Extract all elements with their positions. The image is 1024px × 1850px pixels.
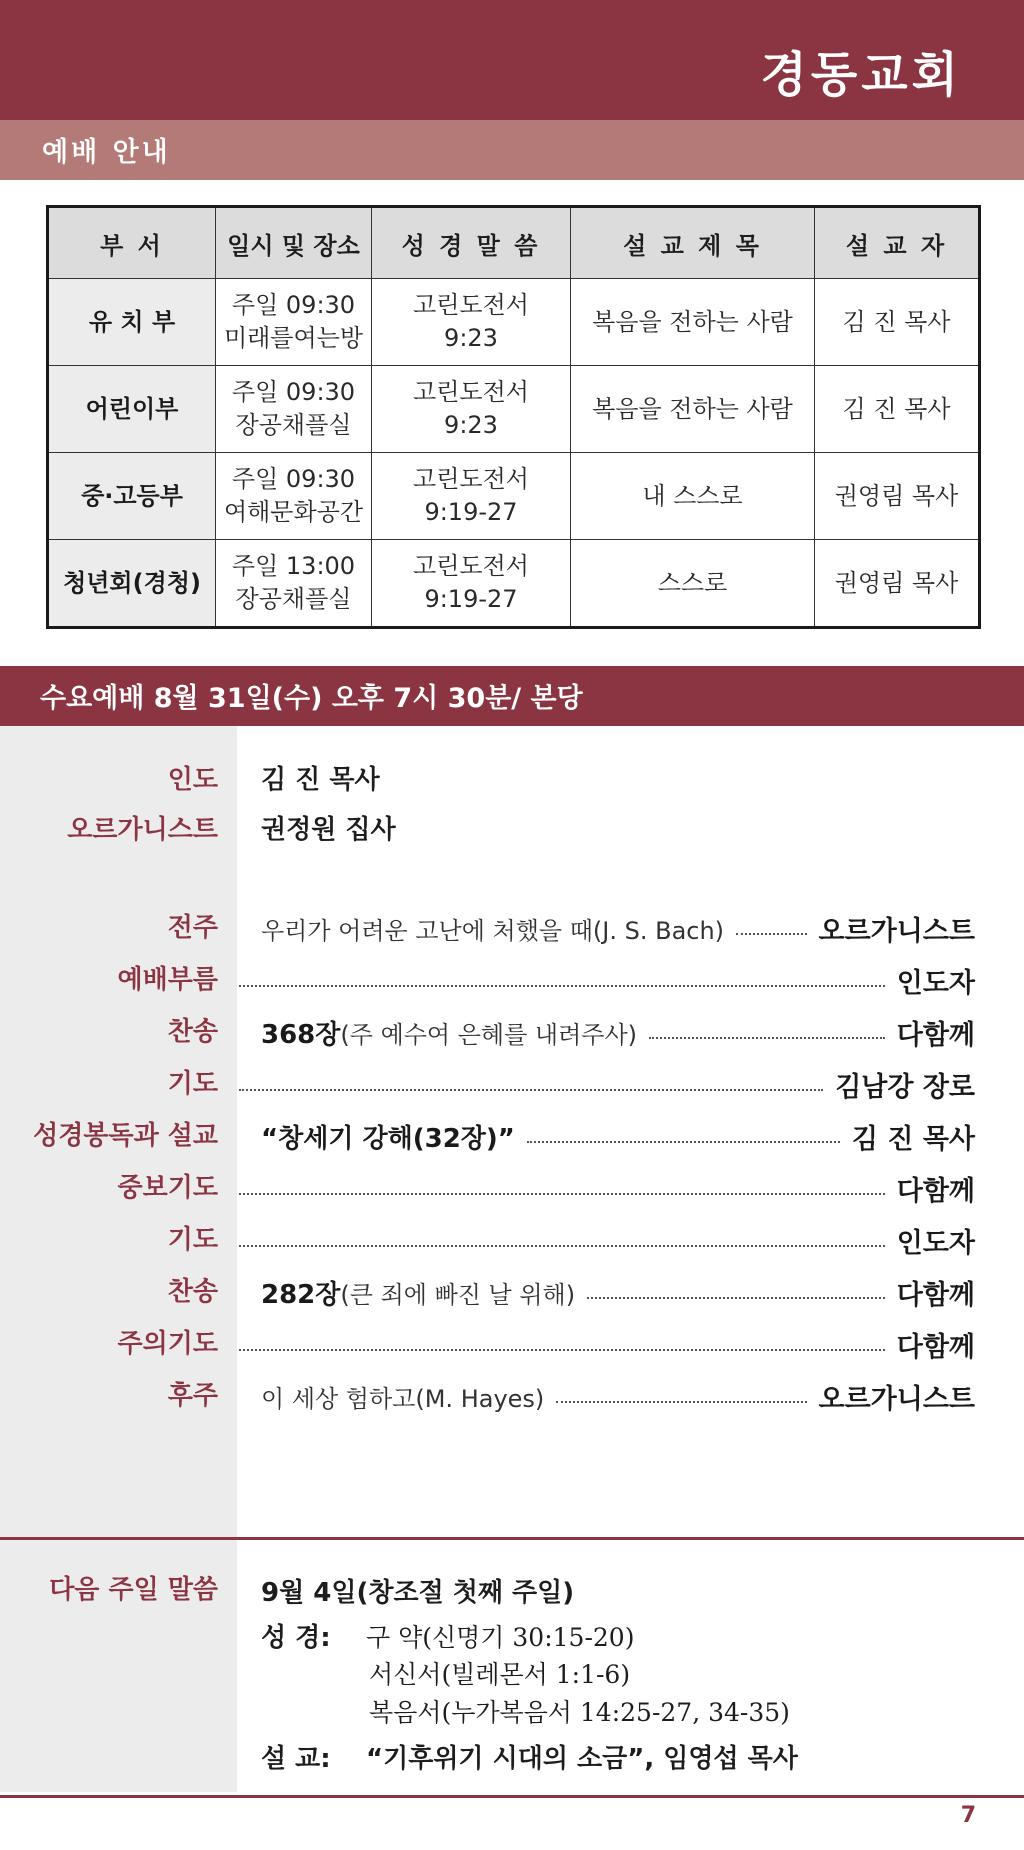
col-header-dept: 부 서 bbox=[48, 207, 216, 279]
dept-cell: 중·고등부 bbox=[48, 453, 216, 540]
order-who: 오르가니스트 bbox=[818, 1383, 975, 1415]
scripture-key: 성 경: bbox=[261, 1623, 331, 1653]
order-label: 후주 bbox=[167, 1381, 218, 1411]
order-item bbox=[237, 962, 975, 998]
preacher-cell: 권영림 목사 bbox=[815, 540, 980, 628]
scripture-verse: 9:23 bbox=[444, 411, 498, 439]
table-row bbox=[48, 279, 980, 366]
scripture-cell bbox=[372, 366, 571, 453]
order-item bbox=[237, 910, 975, 946]
reading: 서신서(빌레몬서 1:1-6) bbox=[369, 1660, 631, 1689]
leader-dots bbox=[239, 1089, 823, 1091]
table-row bbox=[48, 540, 980, 628]
scripture-verse: 9:19-27 bbox=[424, 498, 518, 526]
order-label: 예배부름 bbox=[117, 965, 218, 995]
section-title: 예배 안내 bbox=[42, 137, 171, 168]
reading: 복음서(누가복음서 14:25-27, 34-35) bbox=[369, 1698, 790, 1727]
order-desc: 이 세상 험하고(M. Hayes) bbox=[261, 1384, 545, 1413]
order-item bbox=[237, 1326, 975, 1362]
leader-dots bbox=[587, 1297, 885, 1299]
organist-label: 오르가니스트 bbox=[67, 815, 218, 845]
leader-dots bbox=[649, 1037, 885, 1039]
preacher-cell: 김 진 목사 bbox=[815, 366, 980, 453]
order-label: 전주 bbox=[167, 913, 218, 943]
order-desc bbox=[261, 1274, 575, 1311]
order-who: 다함께 bbox=[896, 1331, 975, 1363]
worship-schedule-table bbox=[46, 205, 981, 629]
leader-dots bbox=[239, 985, 885, 987]
section-divider bbox=[0, 1537, 1024, 1540]
order-label: 중보기도 bbox=[117, 1173, 218, 1203]
next-sunday-date: 9월 4일(창조절 첫째 주일) bbox=[261, 1578, 575, 1608]
col-header-time: 일시 및 장소 bbox=[216, 207, 372, 279]
order-item bbox=[237, 1222, 975, 1258]
col-header-sermon-title: 설 교 제 목 bbox=[571, 207, 815, 279]
wednesday-service-title: 수요예배 8월 31일(수) 오후 7시 30분/ 본당 bbox=[40, 683, 583, 714]
table-row bbox=[48, 366, 980, 453]
scripture-cell bbox=[372, 453, 571, 540]
next-sermon: “기후위기 시대의 소금”, 임영섭 목사 bbox=[366, 1744, 798, 1774]
time-text: 주일 13:00 bbox=[231, 552, 356, 580]
order-who: 인도자 bbox=[896, 1227, 975, 1259]
order-item bbox=[237, 1014, 975, 1050]
order-label: 성경봉독과 설교 bbox=[33, 1121, 218, 1151]
preacher-cell: 권영림 목사 bbox=[815, 453, 980, 540]
order-desc bbox=[261, 1118, 515, 1155]
order-item bbox=[237, 1378, 975, 1414]
leader-label: 인도 bbox=[167, 765, 218, 795]
col-header-preacher: 설 교 자 bbox=[815, 207, 980, 279]
scripture-cell bbox=[372, 279, 571, 366]
order-label: 기도 bbox=[167, 1069, 218, 1099]
time-cell bbox=[216, 453, 372, 540]
leader-dots bbox=[736, 933, 806, 935]
sermon-title-cell: 복음을 전하는 사람 bbox=[571, 366, 815, 453]
order-item bbox=[237, 1118, 975, 1154]
scripture-verse: 9:19-27 bbox=[424, 585, 518, 613]
place-text: 장공채플실 bbox=[235, 585, 352, 613]
hymn-number: 368장 bbox=[261, 1019, 341, 1050]
time-text: 주일 09:30 bbox=[231, 291, 356, 319]
leader-dots bbox=[527, 1141, 840, 1143]
order-who: 다함께 bbox=[896, 1175, 975, 1207]
sermon-key: 설 교: bbox=[261, 1744, 331, 1774]
leader-dots bbox=[239, 1245, 885, 1247]
order-item bbox=[237, 1274, 975, 1310]
sermon-title-cell: 복음을 전하는 사람 bbox=[571, 279, 815, 366]
order-item bbox=[237, 1170, 975, 1206]
hymn-number: 282장 bbox=[261, 1279, 341, 1310]
order-who: 다함께 bbox=[896, 1019, 975, 1051]
order-label: 기도 bbox=[167, 1225, 218, 1255]
leader-dots bbox=[239, 1193, 885, 1195]
place-text: 여해문화공간 bbox=[223, 498, 364, 526]
footer-line bbox=[0, 1795, 1024, 1798]
church-name: 경동교회 bbox=[760, 47, 962, 103]
organist-name: 권정원 집사 bbox=[261, 815, 396, 845]
place-text: 미래를여는방 bbox=[223, 324, 364, 352]
order-who: 김남강 장로 bbox=[835, 1071, 975, 1103]
scripture-book: 고린도전서 bbox=[413, 465, 529, 493]
scripture-cell bbox=[372, 540, 571, 628]
next-sermon-line bbox=[261, 1738, 798, 1775]
next-scripture-line bbox=[261, 1617, 634, 1654]
sermon-title-cell: 스스로 bbox=[571, 540, 815, 628]
order-label: 찬송 bbox=[167, 1017, 218, 1047]
dept-cell: 유 치 부 bbox=[48, 279, 216, 366]
page-number: 7 bbox=[960, 1803, 976, 1828]
order-item bbox=[237, 1066, 975, 1102]
order-label: 주의기도 bbox=[117, 1329, 218, 1359]
order-who: 다함께 bbox=[896, 1279, 975, 1311]
order-who: 오르가니스트 bbox=[818, 915, 975, 947]
order-who: 인도자 bbox=[896, 967, 975, 999]
time-text: 주일 09:30 bbox=[231, 465, 356, 493]
scripture-book: 고린도전서 bbox=[413, 378, 529, 406]
order-label: 찬송 bbox=[167, 1277, 218, 1307]
hymn-title: (주 예수여 은혜를 내려주사) bbox=[340, 1020, 638, 1049]
leader-dots bbox=[239, 1349, 885, 1351]
order-desc bbox=[261, 1014, 637, 1051]
sermon-title: “창세기 강해(32장)” bbox=[261, 1123, 515, 1154]
time-cell bbox=[216, 279, 372, 366]
preacher-cell: 김 진 목사 bbox=[815, 279, 980, 366]
leader-name: 김 진 목사 bbox=[261, 765, 380, 795]
place-text: 장공채플실 bbox=[235, 411, 352, 439]
scripture-verse: 9:23 bbox=[444, 324, 498, 352]
scripture-book: 고린도전서 bbox=[413, 552, 529, 580]
sermon-title-cell: 내 스스로 bbox=[571, 453, 815, 540]
order-desc: 우리가 어려운 고난에 처했을 때(J. S. Bach) bbox=[261, 916, 725, 945]
hymn-title: (큰 죄에 빠진 날 위해) bbox=[340, 1280, 576, 1309]
table-header-row bbox=[48, 207, 980, 279]
label-column bbox=[0, 726, 237, 1792]
time-cell bbox=[216, 366, 372, 453]
table-row bbox=[48, 453, 980, 540]
time-text: 주일 09:30 bbox=[231, 378, 356, 406]
scripture-book: 고린도전서 bbox=[413, 291, 529, 319]
next-sunday-label: 다음 주일 말씀 bbox=[49, 1575, 218, 1605]
dept-cell: 청년회(경청) bbox=[48, 540, 216, 628]
leader-dots bbox=[556, 1401, 806, 1403]
order-who: 김 진 목사 bbox=[851, 1123, 975, 1155]
dept-cell: 어린이부 bbox=[48, 366, 216, 453]
time-cell bbox=[216, 540, 372, 628]
reading: 구 약(신명기 30:15-20) bbox=[366, 1623, 635, 1652]
col-header-scripture: 성 경 말 씀 bbox=[372, 207, 571, 279]
